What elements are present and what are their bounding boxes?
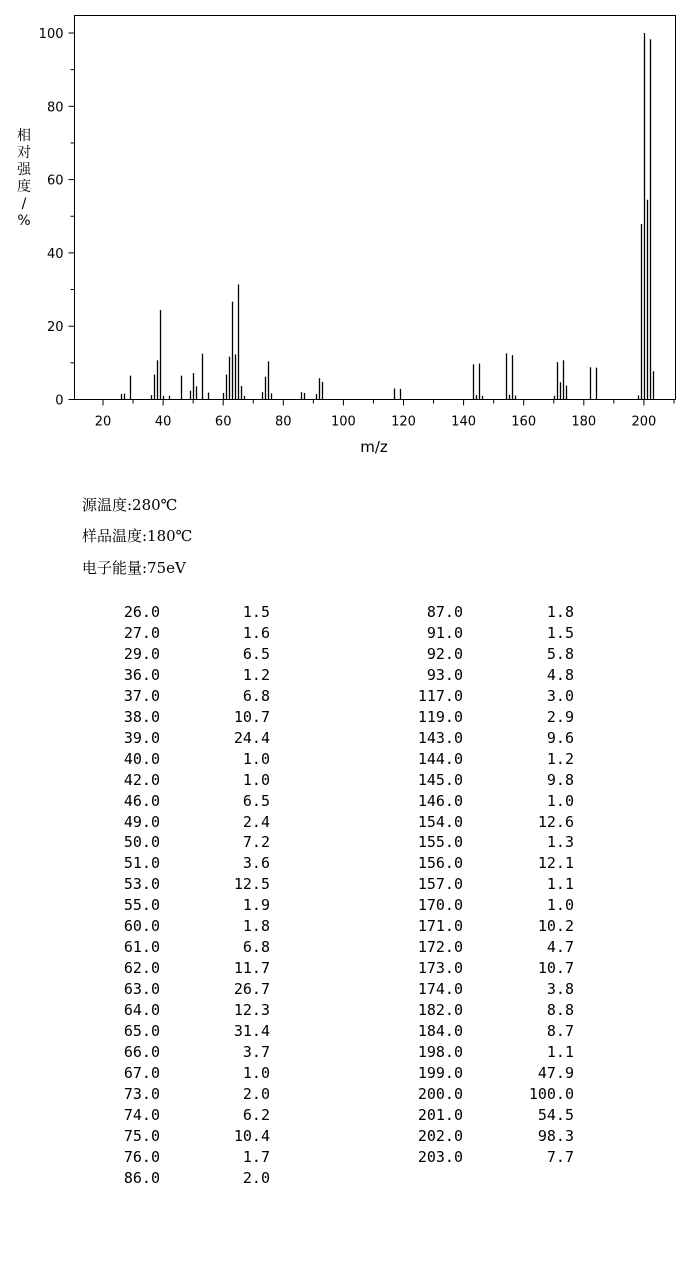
peak-row: [300, 1147, 590, 1168]
peak-abundance: 3.0: [546, 686, 574, 705]
spectrum-peaks: [122, 33, 654, 400]
peak-mz: 170.0: [417, 896, 463, 915]
peak-row: [0, 686, 300, 707]
peak-abundance: 6.8: [242, 686, 270, 705]
peak-abundance: 9.6: [546, 728, 574, 747]
x-tick-label: 200: [631, 414, 657, 430]
peak-abundance: 6.2: [242, 1105, 270, 1124]
peak-abundance: 12.5: [233, 875, 270, 894]
peak-row: [300, 1021, 590, 1042]
peak-mz: 39.0: [123, 728, 160, 747]
peak-row: [0, 1063, 300, 1084]
peak-row: [0, 812, 300, 833]
peak-row: [300, 1126, 590, 1147]
peak-row: [0, 874, 300, 895]
y-tick-label: 0: [55, 393, 64, 409]
peak-row: [300, 1042, 590, 1063]
y-axis-label: 相对强度/ %: [17, 128, 31, 229]
peak-row: [300, 770, 590, 791]
peak-row: [300, 791, 590, 812]
peak-row: [0, 602, 300, 623]
peak-mz: 67.0: [123, 1063, 160, 1082]
peak-mz: 154.0: [417, 812, 463, 831]
peak-row: [300, 1105, 590, 1126]
peak-abundance: 1.2: [242, 665, 270, 684]
peak-row: [0, 1105, 300, 1126]
peak-mz: 156.0: [417, 854, 463, 873]
x-tick-label: 100: [330, 414, 356, 430]
peak-abundance: 11.7: [233, 959, 270, 978]
peak-mz: 173.0: [417, 959, 463, 978]
peak-mz: 171.0: [417, 917, 463, 936]
peak-mz: 49.0: [123, 812, 160, 831]
plot-frame: [75, 16, 676, 400]
peak-mz: 91.0: [426, 623, 463, 642]
peak-mz: 157.0: [417, 875, 463, 894]
peak-abundance: 1.0: [546, 896, 574, 915]
peak-abundance: 98.3: [537, 1126, 574, 1145]
peak-row: [300, 665, 590, 686]
source-temperature: 源温度:280℃: [82, 496, 178, 514]
peak-row: [300, 895, 590, 916]
y-tick-label: 80: [46, 100, 64, 116]
peak-mz: 76.0: [123, 1147, 160, 1166]
peak-mz: 27.0: [123, 623, 160, 642]
peak-abundance: 1.0: [242, 770, 270, 789]
peak-mz: 63.0: [123, 980, 160, 999]
peak-mz: 199.0: [417, 1063, 463, 1082]
peak-row: [0, 958, 300, 979]
x-tick-label: 120: [391, 414, 416, 430]
peak-mz: 26.0: [123, 603, 160, 621]
peak-abundance: 2.4: [242, 812, 270, 831]
peak-mz: 73.0: [123, 1084, 160, 1103]
peak-row: [300, 916, 590, 937]
peak-abundance: 2.0: [242, 1084, 270, 1103]
peak-abundance: 1.5: [546, 623, 574, 642]
x-axis-ticks: [95, 400, 674, 430]
y-axis-ticks: [39, 27, 75, 409]
peak-abundance: 10.7: [233, 707, 270, 726]
peak-mz: 40.0: [123, 749, 160, 768]
peak-mz: 200.0: [417, 1084, 463, 1103]
peak-row: [300, 832, 590, 853]
peak-row: [0, 728, 300, 749]
peak-abundance: 1.1: [546, 1043, 574, 1062]
x-tick-label: 40: [154, 414, 172, 430]
peak-abundance: 7.7: [546, 1147, 574, 1166]
mass-spectrum-chart: [0, 0, 687, 470]
peak-abundance: 7.2: [242, 833, 270, 852]
peak-mz: 117.0: [417, 686, 463, 705]
peak-mz: 42.0: [123, 770, 160, 789]
peak-mz: 62.0: [123, 959, 160, 978]
peak-abundance: 6.5: [242, 644, 270, 663]
peak-row: [300, 644, 590, 665]
peak-mz: 74.0: [123, 1105, 160, 1124]
x-tick-label: 140: [451, 414, 477, 430]
peak-row: [0, 644, 300, 665]
peak-abundance: 26.7: [233, 980, 270, 999]
peak-abundance: 1.0: [546, 791, 574, 810]
peak-row: [300, 1084, 590, 1105]
peak-abundance: 10.7: [537, 959, 574, 978]
peak-mz: 144.0: [417, 749, 463, 768]
peak-row: [0, 1168, 300, 1189]
electron-energy: 电子能量:75eV: [82, 559, 186, 577]
peak-abundance: 12.3: [233, 1001, 270, 1020]
peak-abundance: 1.2: [546, 749, 574, 768]
peak-abundance: 12.6: [537, 812, 574, 831]
peak-row: [300, 686, 590, 707]
peak-row: [0, 1084, 300, 1105]
x-tick-label: 80: [275, 414, 292, 430]
peak-abundance: 12.1: [537, 854, 574, 873]
peak-mz: 182.0: [417, 1001, 463, 1020]
sample-temperature: 样品温度:180℃: [82, 527, 193, 545]
peak-mz: 93.0: [426, 665, 463, 684]
peak-table-right: [300, 602, 590, 1168]
peak-row: [300, 623, 590, 644]
peak-abundance: 4.8: [546, 665, 574, 684]
peak-row: [300, 958, 590, 979]
peak-abundance: 1.0: [242, 749, 270, 768]
peak-abundance: 100.0: [528, 1084, 574, 1103]
peak-abundance: 5.8: [546, 644, 574, 663]
peak-mz: 53.0: [123, 875, 160, 894]
x-axis-label: m/z: [360, 438, 388, 456]
peak-row: [300, 979, 590, 1000]
peak-abundance: 9.8: [546, 770, 574, 789]
peak-abundance: 1.8: [242, 917, 270, 936]
peak-mz: 51.0: [123, 854, 160, 873]
x-tick-label: 180: [571, 414, 597, 430]
peak-row: [300, 602, 590, 623]
peak-mz: 87.0: [426, 603, 463, 621]
peak-row: [300, 853, 590, 874]
peak-mz: 37.0: [123, 686, 160, 705]
peak-row: [300, 937, 590, 958]
peak-row: [300, 749, 590, 770]
peak-mz: 203.0: [417, 1147, 463, 1166]
x-tick-label: 20: [94, 414, 112, 430]
peak-abundance: 2.9: [546, 707, 574, 726]
peak-mz: 66.0: [123, 1043, 160, 1062]
peak-abundance: 47.9: [537, 1063, 574, 1082]
peak-row: [300, 1000, 590, 1021]
peak-row: [0, 895, 300, 916]
peak-mz: 64.0: [123, 1001, 160, 1020]
peak-mz: 145.0: [417, 770, 463, 789]
peak-abundance: 2.0: [242, 1168, 270, 1187]
peak-row: [0, 623, 300, 644]
peak-mz: 60.0: [123, 917, 160, 936]
peak-mz: 184.0: [417, 1022, 463, 1041]
peak-abundance: 24.4: [233, 728, 270, 747]
peak-abundance: 1.3: [546, 833, 574, 852]
peak-mz: 61.0: [123, 938, 160, 957]
peak-mz: 86.0: [123, 1168, 160, 1187]
peak-abundance: 31.4: [233, 1022, 270, 1041]
peak-mz: 174.0: [417, 980, 463, 999]
peak-abundance: 1.1: [546, 875, 574, 894]
peak-abundance: 8.8: [546, 1001, 574, 1020]
peak-mz: 172.0: [417, 938, 463, 957]
peak-mz: 146.0: [417, 791, 463, 810]
peak-row: [0, 791, 300, 812]
peak-row: [0, 979, 300, 1000]
y-tick-label: 40: [46, 246, 64, 262]
peak-row: [0, 770, 300, 791]
peak-abundance: 1.7: [242, 1147, 270, 1166]
peak-abundance: 1.9: [242, 896, 270, 915]
peak-row: [300, 874, 590, 895]
peak-mz: 65.0: [123, 1022, 160, 1041]
peak-row: [0, 707, 300, 728]
peak-abundance: 6.8: [242, 938, 270, 957]
peak-row: [0, 1126, 300, 1147]
peak-abundance: 3.6: [242, 854, 270, 873]
y-tick-label: 100: [38, 27, 64, 42]
peak-abundance: 10.4: [233, 1126, 270, 1145]
peak-mz: 92.0: [426, 644, 463, 663]
peak-mz: 29.0: [123, 644, 160, 663]
peak-row: [0, 1000, 300, 1021]
peak-abundance: 4.7: [546, 938, 574, 957]
peak-abundance: 1.6: [242, 623, 270, 642]
peak-row: [0, 916, 300, 937]
peak-mz: 46.0: [123, 791, 160, 810]
peak-abundance: 1.0: [242, 1063, 270, 1082]
peak-mz: 36.0: [123, 665, 160, 684]
peak-abundance: 1.5: [242, 603, 270, 621]
peak-row: [0, 749, 300, 770]
peak-row: [0, 832, 300, 853]
peak-row: [0, 853, 300, 874]
x-tick-label: 60: [214, 414, 232, 430]
peak-row: [300, 728, 590, 749]
peak-row: [0, 937, 300, 958]
peak-row: [300, 812, 590, 833]
peak-mz: 201.0: [417, 1105, 463, 1124]
peak-row: [0, 1021, 300, 1042]
peak-abundance: 3.7: [242, 1043, 270, 1062]
peak-abundance: 3.8: [546, 980, 574, 999]
peak-abundance: 10.2: [537, 917, 574, 936]
peak-abundance: 54.5: [537, 1105, 574, 1124]
peak-mz: 198.0: [417, 1043, 463, 1062]
peak-abundance: 6.5: [242, 791, 270, 810]
peak-mz: 38.0: [123, 707, 160, 726]
peak-row: [0, 1042, 300, 1063]
peak-row: [300, 1063, 590, 1084]
peak-mz: 155.0: [417, 833, 463, 852]
peak-row: [0, 1147, 300, 1168]
peak-mz: 55.0: [123, 896, 160, 915]
peak-abundance: 8.7: [546, 1022, 574, 1041]
peak-mz: 75.0: [123, 1126, 160, 1145]
peak-table-left: [0, 602, 300, 1189]
y-tick-label: 60: [46, 173, 64, 189]
peak-mz: 143.0: [417, 728, 463, 747]
x-tick-label: 160: [511, 414, 537, 430]
y-tick-label: 20: [46, 320, 64, 336]
peak-mz: 202.0: [417, 1126, 463, 1145]
peak-row: [0, 665, 300, 686]
peak-abundance: 1.8: [546, 603, 574, 621]
peak-mz: 50.0: [123, 833, 160, 852]
peak-row: [300, 707, 590, 728]
peak-mz: 119.0: [417, 707, 463, 726]
